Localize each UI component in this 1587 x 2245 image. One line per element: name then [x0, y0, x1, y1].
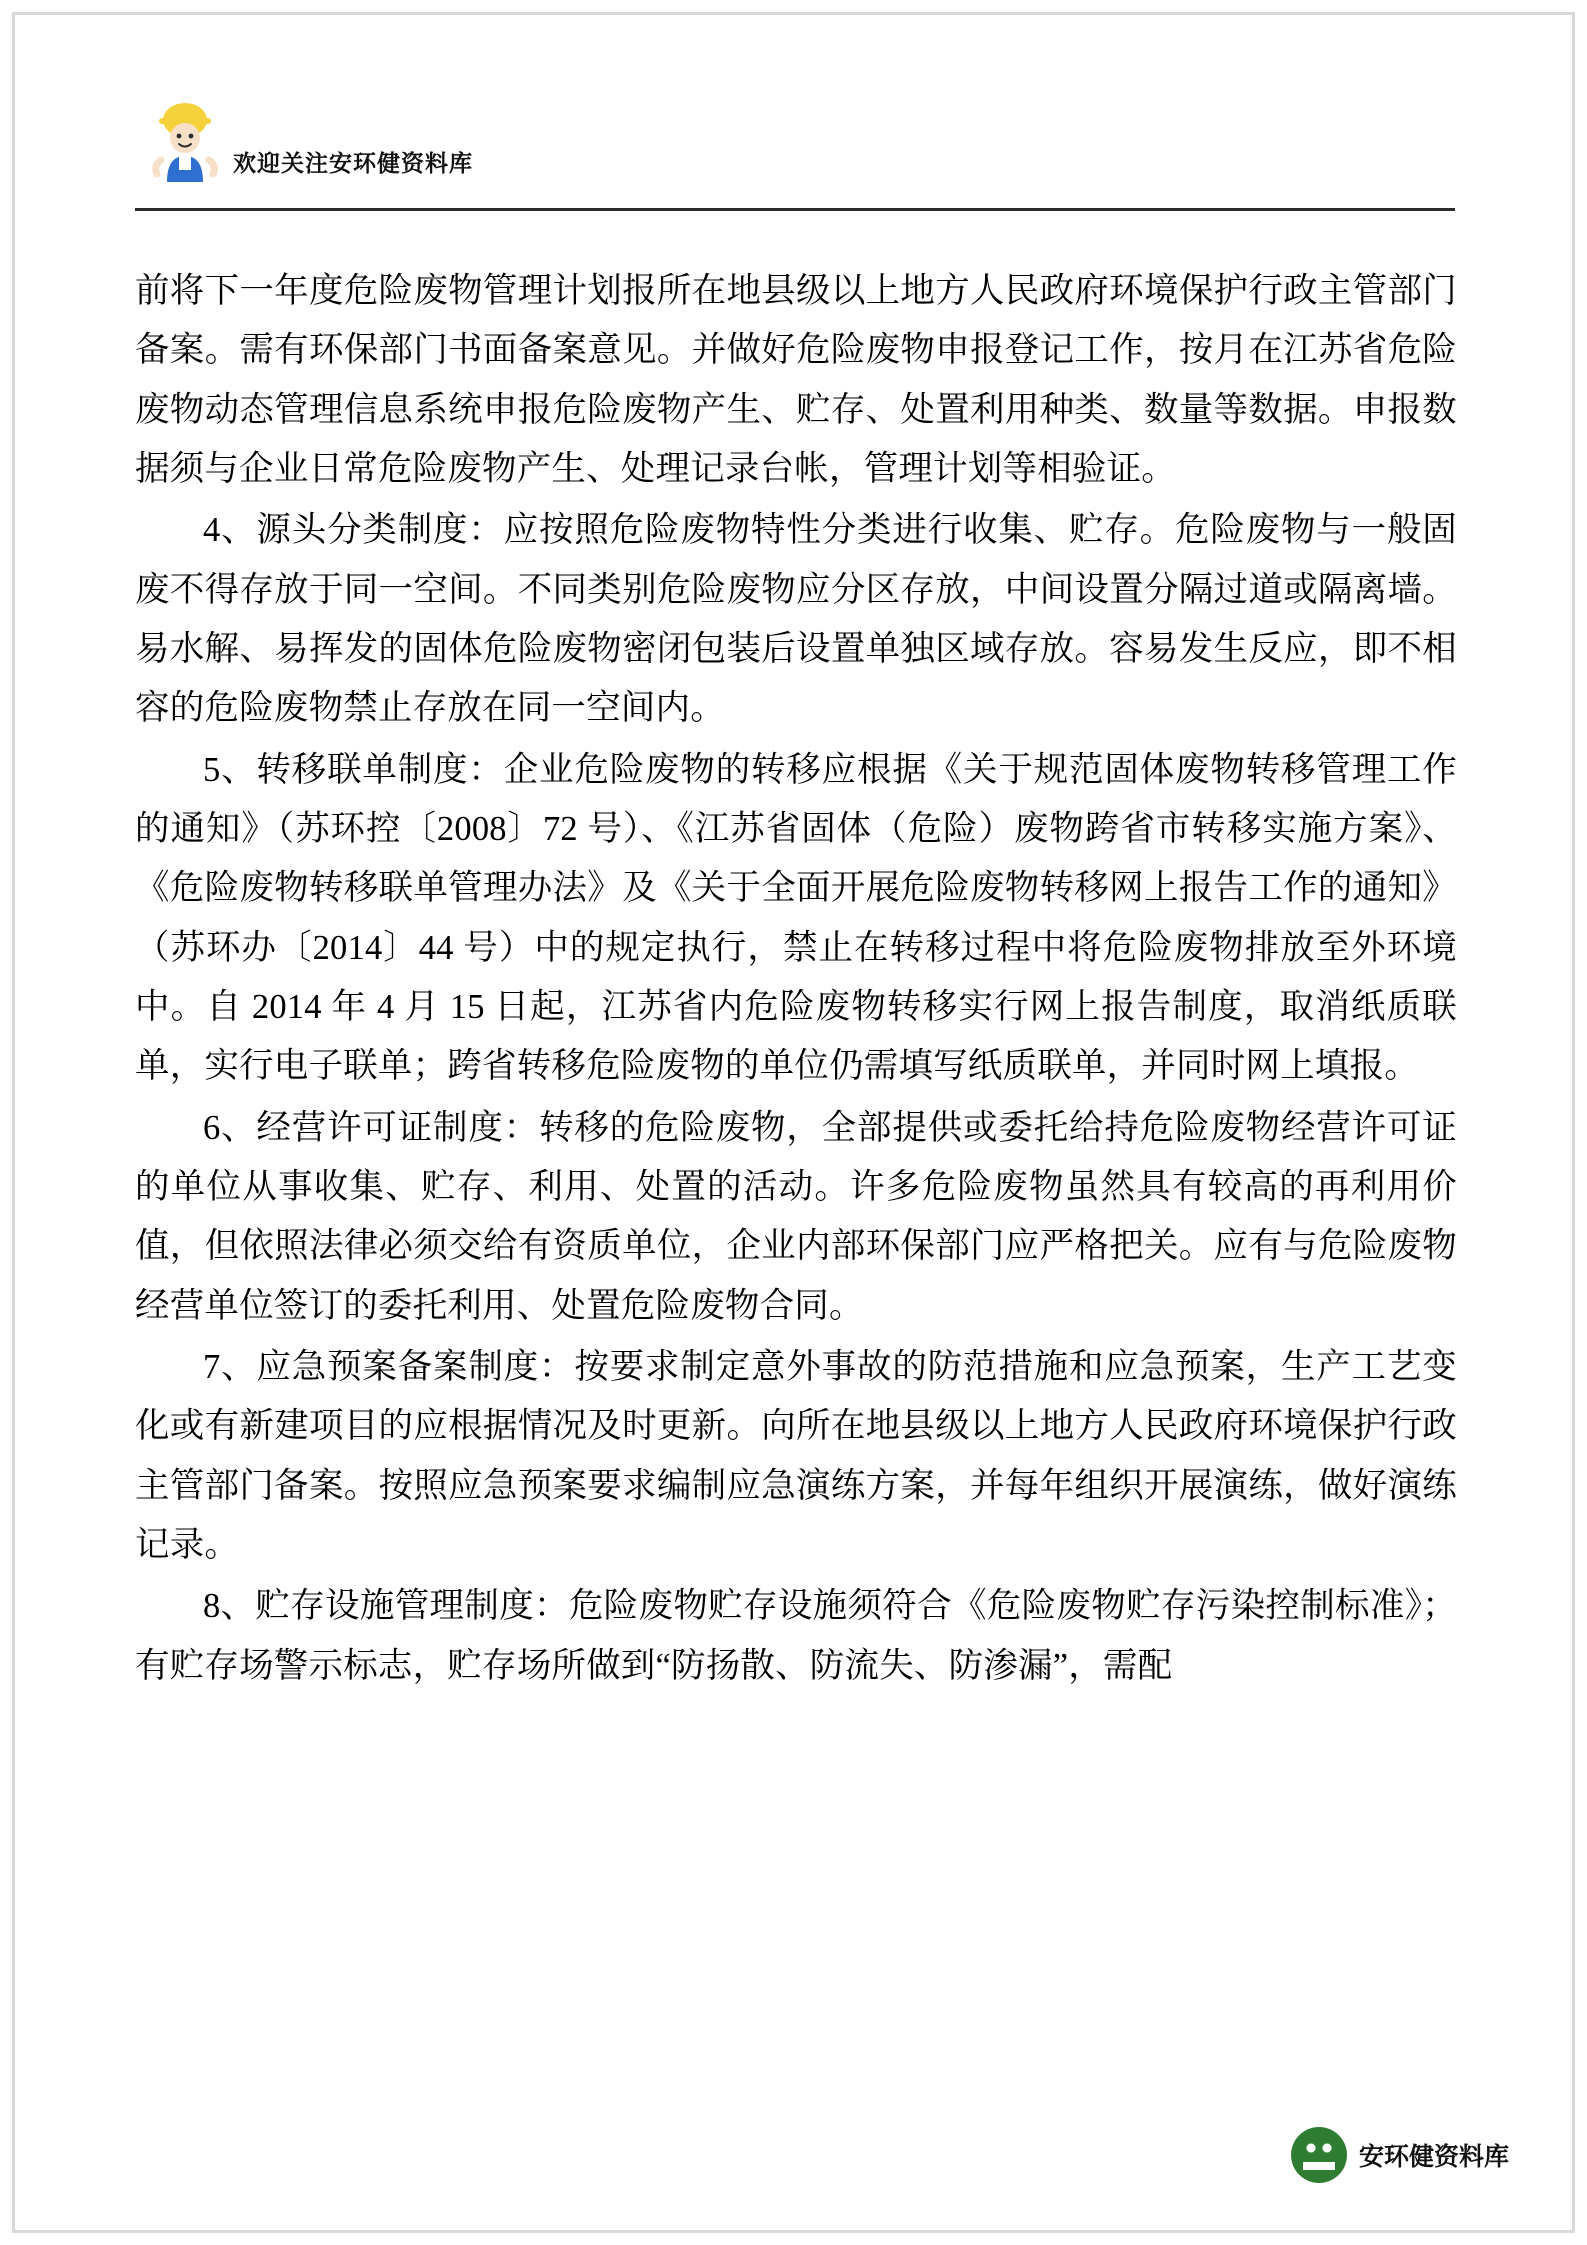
document-body [135, 262, 1457, 1698]
header-title: 欢迎关注安环健资料库 [233, 150, 473, 176]
paragraph-item-7: 7、应急预案备案制度：按要求制定意外事故的防范措施和应急预案，生产工艺变化或有新建项目的应根据情况及时更新。向所在地县级以上地方人民政府环境保护行政主管部门备案。按照应急预案要求编制应急演练方案，并每年组织开展演练，做好演练记录。 [135, 1347, 1457, 1564]
paragraph-continued: 前将下一年度危险废物管理计划报所在地县级以上地方人民政府环境保护行政主管部门备案。需有环保部门书面备案意见。并做好危险废物申报登记工作，按月在江苏省危险废物动态管理信息系统申报危险废物产生、贮存、处置利用种类、数量等数据。申报数据须与企业日常危险废物产生、处理记录台帐，管理计划等相验证。 [135, 272, 1457, 488]
paragraph-item-4: 4、源头分类制度：应按照危险废物特性分类进行收集、贮存。危险废物与一般固废不得存放于同一空间。不同类别危险废物应分区存放，中间设置分隔过道或隔离墙。易水解、易挥发的固体危险废物密闭包装后设置单独区域存放。容易发生反应，即不相容的危险废物禁止存放在同一空间内。 [135, 511, 1457, 728]
page-header [135, 90, 1455, 220]
paragraph-item-8: 8、贮存设施管理制度：危险废物贮存设施须符合《危险废物贮存污染控制标准》；有贮存场警示标志，贮存场所做到“防扬散、防流失、防渗漏”，需配 [135, 1587, 1457, 1685]
page-footer [1291, 2127, 1509, 2183]
wechat-account-icon [1291, 2127, 1347, 2183]
worker-helmet-mascot-icon [145, 90, 225, 185]
paragraph-item-6: 6、经营许可证制度：转移的危险废物，全部提供或委托给持危险废物经营许可证的单位从事收集、贮存、利用、处置的活动。许多危险废物虽然具有较高的再利用价值，但依照法律必须交给有资质单位，企业内部环保部门应严格把关。应有与危险废物经营单位签订的委托利用、处置危险废物合同。 [135, 1108, 1457, 1325]
footer-label: 安环健资料库 [1358, 2143, 1509, 2171]
header-divider [135, 208, 1455, 211]
paragraph-item-5: 5、转移联单制度：企业危险废物的转移应根据《关于规范固体废物转移管理工作的通知》（苏环控〔2008〕72 号）、《江苏省固体（危险）废物跨省市转移实施方案》、《危险废物转移联单管理办法》及《关于全面开展危险废物转移网上报告工作的通知》（苏环办〔2014〕44 号）中的规定执行，禁止在转移过程中将危险废物排放至外环境中。自 2014 年 4 月 15 日起，江苏省内危险废物转移实行网上报告制度，取消纸质联单，实行电子联单；跨省转移危险废物的单位仍需填写纸质联单，并同时网上填报。 [135, 750, 1457, 1086]
